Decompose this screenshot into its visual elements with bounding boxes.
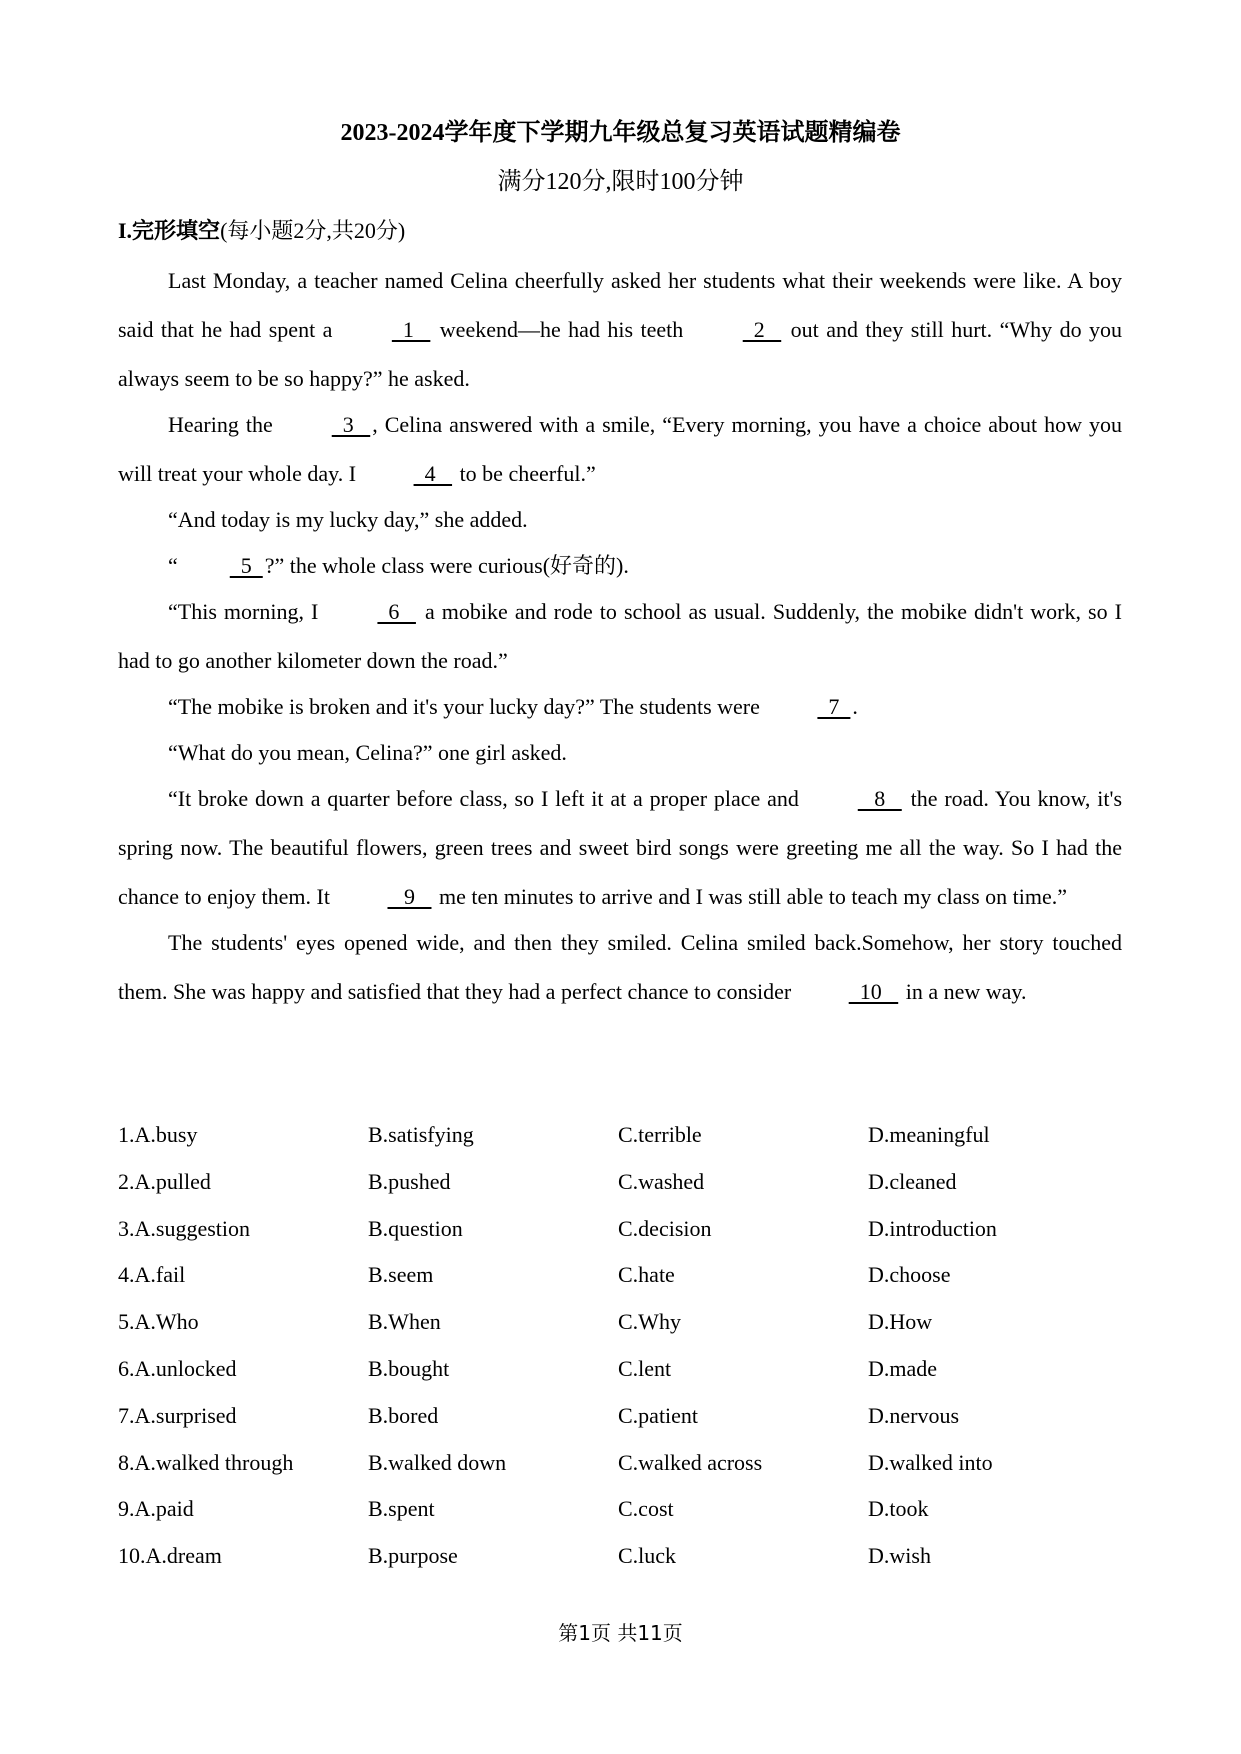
option-row — [118, 1214, 1122, 1261]
option-b: B.pushed — [368, 1168, 451, 1194]
blank-number: 8 — [857, 786, 902, 811]
blank-number: 3 — [331, 412, 371, 437]
answer-options — [118, 1120, 1122, 1588]
blank-number: 4 — [413, 461, 453, 486]
option-c: C.walked across — [618, 1449, 763, 1475]
option-b: B.purpose — [368, 1543, 458, 1569]
blank-number: 6 — [377, 599, 416, 624]
passage-text: “It broke down a quarter before class, so I left it at a proper place and — [168, 786, 806, 811]
passage-text: . — [852, 694, 858, 719]
option-c: C.washed — [618, 1168, 705, 1194]
option-row — [118, 1448, 1122, 1495]
passage-text: in a new way. — [900, 979, 1027, 1004]
passage-text: a mobike and rode to school as usual. Suddenly, the mobike didn't work, so I had to go another kilometer down the road.” — [118, 599, 1122, 673]
option-a: 3.A.suggestion — [118, 1215, 250, 1241]
option-a: 4.A.fail — [118, 1262, 186, 1288]
exam-title: 2023-2024学年度下学期九年级总复习英语试题精编卷 — [340, 120, 901, 146]
cloze-passage — [118, 256, 1122, 1013]
option-c: C.patient — [618, 1402, 699, 1428]
option-a: 1.A.busy — [118, 1122, 198, 1147]
blank-number: 2 — [742, 317, 782, 342]
option-d: D.nervous — [868, 1402, 960, 1428]
option-row — [118, 1494, 1122, 1541]
option-c: C.decision — [618, 1215, 712, 1241]
passage-text: weekend—he had his teeth — [432, 317, 691, 342]
passage-text: out and they still hurt. “Why do you always seem to be so happy?” he asked. — [118, 317, 1123, 391]
blank-number: 1 — [391, 317, 431, 342]
option-d: D.took — [868, 1496, 929, 1522]
passage-text: Hearing the — [168, 412, 280, 437]
section-heading-score: (每小题2分,共20分) — [220, 218, 406, 243]
option-row — [118, 1354, 1122, 1401]
option-a: 5.A.Who — [118, 1309, 199, 1335]
option-a: 7.A.surprised — [118, 1402, 237, 1428]
option-row — [118, 1260, 1122, 1307]
passage-paragraph — [118, 400, 1122, 498]
blank-number: 7 — [817, 694, 851, 719]
option-row — [118, 1167, 1122, 1214]
option-b: B.bored — [368, 1402, 439, 1428]
passage-text: The students' eyes opened wide, and then they smiled. Celina smiled back.Somehow, her story touched them. She was happy and satisfied that they had a perfect chance to consider — [118, 930, 1122, 1004]
option-d: D.made — [868, 1355, 938, 1381]
passage-text: ?” the whole class were curious(好奇的). — [264, 553, 629, 578]
option-row — [118, 1120, 1122, 1167]
passage-paragraph — [118, 587, 1122, 685]
option-d: D.How — [868, 1309, 933, 1335]
page-number: 第1页 共11页 — [558, 1621, 683, 1645]
option-b: B.satisfying — [368, 1122, 474, 1147]
option-a: 10.A.dream — [118, 1543, 222, 1569]
option-d: D.cleaned — [868, 1168, 957, 1194]
passage-text: the road. You know, it's spring now. The beautiful flowers, green trees and sweet bird songs were greeting me all the way. So I had the chance to enjoy them. It — [118, 786, 1123, 909]
option-b: B.When — [368, 1309, 441, 1335]
option-row — [118, 1307, 1122, 1354]
option-a: 8.A.walked through — [118, 1449, 294, 1475]
option-c: C.terrible — [618, 1122, 702, 1147]
option-d: D.introduction — [868, 1215, 997, 1241]
passage-text: Last Monday, a teacher named Celina cheerfully asked her students what their weekends were like. A boy said that he had spent a — [118, 268, 1122, 342]
option-c: C.hate — [618, 1262, 675, 1288]
passage-text: “The mobike is broken and it's your lucky day?” The students were — [168, 694, 766, 719]
section-heading — [118, 216, 405, 246]
blank-number: 5 — [229, 553, 263, 578]
option-a: 6.A.unlocked — [118, 1355, 237, 1381]
option-c: C.cost — [618, 1496, 674, 1522]
option-b: B.spent — [368, 1496, 435, 1522]
passage-text: “ — [168, 553, 178, 578]
passage-text: me ten minutes to arrive and I was still able to teach my class on time.” — [433, 884, 1068, 909]
blank-number: 9 — [387, 884, 432, 909]
blank-number: 10 — [848, 979, 899, 1004]
option-d: D.meaningful — [868, 1122, 990, 1147]
option-c: C.lent — [618, 1355, 672, 1381]
passage-text: to be cheerful.” — [454, 461, 596, 486]
option-a: 9.A.paid — [118, 1496, 194, 1522]
passage-text: , Celina answered with a smile, “Every morning, you have a choice about how you will treat your whole day. I — [118, 412, 1122, 486]
passage-paragraph — [118, 682, 1122, 731]
option-row — [118, 1541, 1122, 1588]
option-c: C.luck — [618, 1543, 677, 1569]
option-d: D.choose — [868, 1262, 951, 1288]
option-row — [118, 1401, 1122, 1448]
passage-paragraph — [118, 541, 1122, 590]
option-b: B.question — [368, 1215, 463, 1241]
passage-paragraph — [118, 256, 1122, 403]
option-c: C.Why — [618, 1309, 681, 1335]
passage-paragraph — [118, 495, 1122, 544]
option-d: D.walked into — [868, 1449, 993, 1475]
passage-text: “What do you mean, Celina?” one girl asked. — [168, 740, 567, 765]
passage-text: “And today is my lucky day,” she added. — [168, 507, 528, 532]
passage-paragraph — [118, 918, 1122, 1016]
option-b: B.walked down — [368, 1449, 507, 1475]
option-b: B.bought — [368, 1355, 450, 1381]
option-d: D.wish — [868, 1543, 931, 1569]
passage-paragraph — [118, 728, 1122, 777]
section-heading-title: I.完形填空 — [118, 218, 221, 243]
option-a: 2.A.pulled — [118, 1168, 211, 1194]
passage-paragraph — [118, 774, 1122, 921]
passage-text: “This morning, I — [168, 599, 326, 624]
exam-subtitle: 满分120分,限时100分钟 — [497, 169, 744, 195]
option-b: B.seem — [368, 1262, 434, 1288]
